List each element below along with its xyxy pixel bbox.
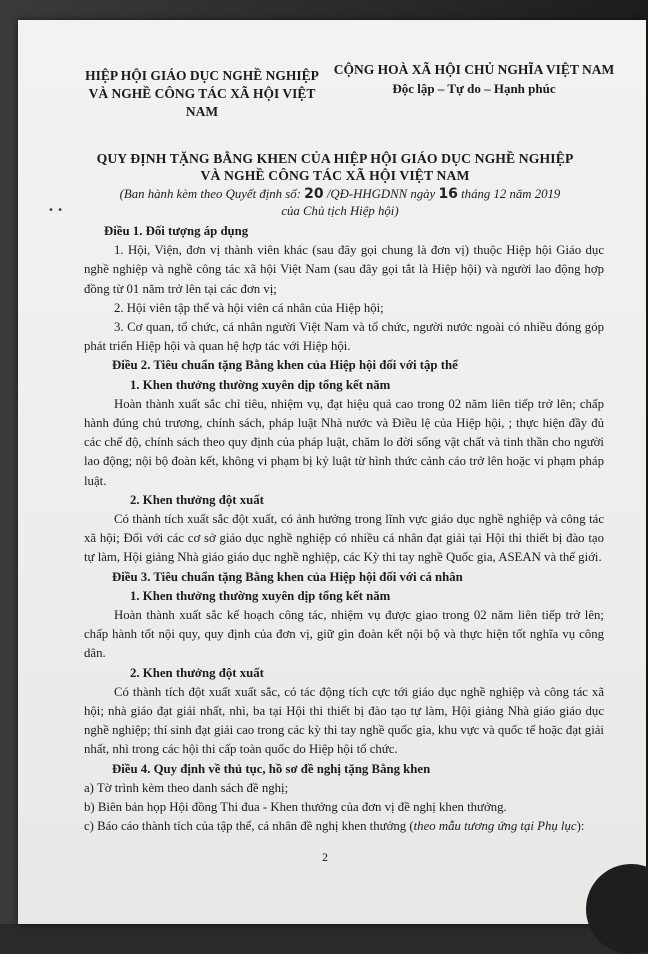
article-1-item-2: 2. Hội viên tập thể và hội viên cá nhân của Hiệp hội;	[114, 300, 384, 315]
subtitle-line2: của Chủ tịch Hiệp hội)	[281, 204, 399, 218]
article-2-section-1: 1. Khen thưởng thường xuyên dịp tổng kết năm	[130, 377, 391, 392]
org-name-line1: HIỆP HỘI GIÁO DỤC NGHỀ NGHIỆP	[85, 68, 319, 83]
decision-number: 20	[304, 186, 324, 202]
document-title	[60, 150, 610, 184]
article-2-section-2: 2. Khen thưởng đột xuất	[130, 492, 264, 507]
country-name: CỘNG HOÀ XÃ HỘI CHỦ NGHĨA VIỆT NAM	[333, 62, 615, 77]
article-3-section-1-text: Hoàn thành xuất sắc kế hoạch công tác, nhiệm vụ được giao trong 02 năm liên tiếp trở lên; chấp hành tốt nội quy, quy định của đơn vị, giữ gìn đoàn kết nội bộ và thực hiện tốt nghĩa vụ công dân.	[84, 608, 604, 661]
article-2-section-2-text: Có thành tích xuất sắc đột xuất, có ảnh hưởng trong lĩnh vực giáo dục nghề nghiệp và công tác xã hội; Đối với các cơ sở giáo dục nghề nghiệp có nhiều cá nhân đạt giải tại Hội thi thiết bị đào tạo tự làm, Hội giảng Nhà giáo giáo dục nghề nghiệp, các Kỳ thi tay nghề Quốc gia, ASEAN và thế giới.	[84, 512, 604, 565]
article-4-item-c-pre: c) Báo cáo thành tích của tập thể, cá nhân đề nghị khen thưởng (	[84, 819, 414, 834]
subtitle-mid: /QĐ-HHGDNN ngày	[326, 187, 436, 201]
document-subtitle	[60, 186, 620, 220]
article-4-item-a: a) Tờ trình kèm theo danh sách đề nghị;	[84, 780, 289, 795]
article-2-title: Điều 2. Tiêu chuẩn tặng Bằng khen của Hiệp hội đối với tập thể	[112, 358, 458, 373]
national-header	[332, 60, 616, 98]
stray-marks: • •	[48, 205, 63, 216]
document-body	[84, 222, 604, 837]
article-3-section-2: 2. Khen thưởng đột xuất	[130, 665, 264, 680]
org-name-line2: VÀ NGHỀ CÔNG TÁC XÃ HỘI VIỆT NAM	[88, 86, 316, 119]
decision-day: 16	[438, 186, 458, 202]
title-line2: VÀ NGHỀ CÔNG TÁC XÃ HỘI VIỆT NAM	[200, 168, 470, 183]
article-3-section-1: 1. Khen thưởng thường xuyên dịp tổng kết năm	[130, 588, 391, 603]
title-line1: QUY ĐỊNH TẶNG BẰNG KHEN CỦA HIỆP HỘI GIÁO DỤC NGHỀ NGHIỆP	[96, 151, 574, 166]
national-motto: Độc lập – Tự do – Hạnh phúc	[392, 81, 556, 96]
article-4-title: Điều 4. Quy định về thủ tục, hồ sơ đề nghị tặng Bằng khen	[112, 761, 431, 776]
subtitle-post: tháng 12 năm 2019	[461, 187, 561, 201]
page-number: 2	[322, 850, 328, 864]
article-3-section-2-text: Có thành tích đột xuất xuất sắc, có tác động tích cực tới giáo dục nghề nghiệp và công tác xã hội; nhà giáo đạt giải nhất, nhì, ba tại Hội thi thiết bị đào tạo tự làm, Hội giảng Nhà giáo giáo dục nghề nghiệp; thí sinh đạt giải cao trong các kỳ thi tay nghề quốc gia, khu vực và quốc tế hoặc đạt giải nhất, nhì trong các hội thi cấp toàn quốc do Hiệp hội tổ chức.	[84, 684, 604, 757]
article-1-item-1: 1. Hội, Viện, đơn vị thành viên khác (sau đây gọi chung là đơn vị) thuộc Hiệp hội Giáo dục nghề nghiệp và nghề công tác xã hội Việt Nam (sau đây gọi tắt là Hiệp hội) và người lao động hợp đồng từ 01 năm trở lên tại các đơn vị;	[84, 243, 604, 296]
subtitle-pre: (Ban hành kèm theo Quyết định số:	[119, 187, 301, 201]
article-4-item-c	[84, 817, 604, 836]
organization-header	[72, 67, 332, 121]
article-2-section-1-text: Hoàn thành xuất sắc chỉ tiêu, nhiệm vụ, đạt hiệu quả cao trong 02 năm liên tiếp trở lên; chấp hành đúng chủ trương, chính sách, pháp luật Nhà nước và Điều lệ của Hiệp hội, ; thực hiện đầy đủ các chế độ, chính sách theo quy định của pháp luật, chăm lo đời sống vật chất và tinh thần cho người lao động; nội bộ đoàn kết, không vi phạm bị kỷ luật từ hình thức cảnh cáo trở lên hoặc vi phạm pháp luật.	[84, 396, 604, 488]
article-4-item-b: b) Biên bản họp Hội đồng Thi đua - Khen thưởng của đơn vị đề nghị khen thưởng.	[84, 800, 507, 815]
article-1-title: Điều 1. Đối tượng áp dụng	[104, 224, 249, 238]
article-3-title: Điều 3. Tiêu chuẩn tặng Bằng khen của Hiệp hội đối với cá nhân	[112, 569, 463, 584]
article-4-item-c-italic: theo mẫu tương ứng tại Phụ lục	[413, 819, 577, 834]
dark-corner	[586, 864, 648, 954]
article-1-item-3: 3. Cơ quan, tổ chức, cá nhân người Việt Nam và tổ chức, người nước ngoài có nhiều đóng góp phát triển Hiệp hội và quan hệ hợp tác với Hiệp hội.	[84, 320, 604, 354]
article-4-item-c-post: ):	[576, 819, 585, 834]
